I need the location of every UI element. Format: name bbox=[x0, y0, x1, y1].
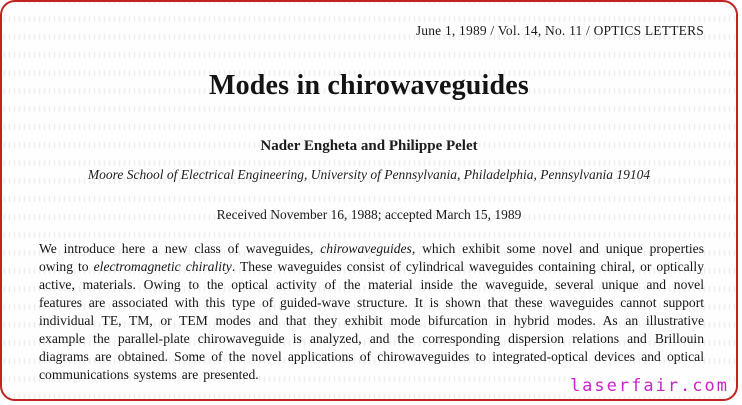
affiliation-line: Moore School of Electrical Engineering, University of Pennsylvania, Philadelphia, Pennsylvania 19104 bbox=[87, 167, 651, 182]
abstract-segment: , which exhibit some novel and unique properties owing to bbox=[39, 241, 704, 274]
watermark-laserfair: laserfair.com bbox=[566, 376, 729, 396]
abstract-segment: . These waveguides consist of cylindrical waveguides containing chiral, or optically active, materials. Owing to the optical activity of the material inside the waveguide, several unique and novel features are associated with this type of guided-wave structure. It is shown that these waveguides cannot support individual TE, TM, or TEM modes and that they exhibit mode bifurcation in hybrid modes. As an illustrative example the parallel-plate chirowaveguide is analyzed, and the corresponding dispersion relations and Brillouin diagrams are obtained. Some of the novel applications of chirowaveguides to integrated-optical devices and optical communications systems are presented. bbox=[39, 259, 704, 382]
abstract-segment-italic: electromagnetic chirality bbox=[93, 259, 232, 274]
abstract-segment-italic: chirowaveguides bbox=[320, 241, 412, 256]
paper-title: Modes in chirowaveguides bbox=[208, 70, 530, 101]
abstract-segment: We introduce here a new class of waveguides, bbox=[39, 241, 321, 256]
abstract-paragraph bbox=[39, 240, 704, 384]
received-accepted-line: Received November 16, 1988; accepted March 15, 1989 bbox=[216, 207, 522, 222]
authors-line: Nader Engheta and Philippe Pelet bbox=[260, 138, 478, 154]
journal-citation-header: June 1, 1989 / Vol. 14, No. 11 / OPTICS LETTERS bbox=[415, 23, 704, 38]
